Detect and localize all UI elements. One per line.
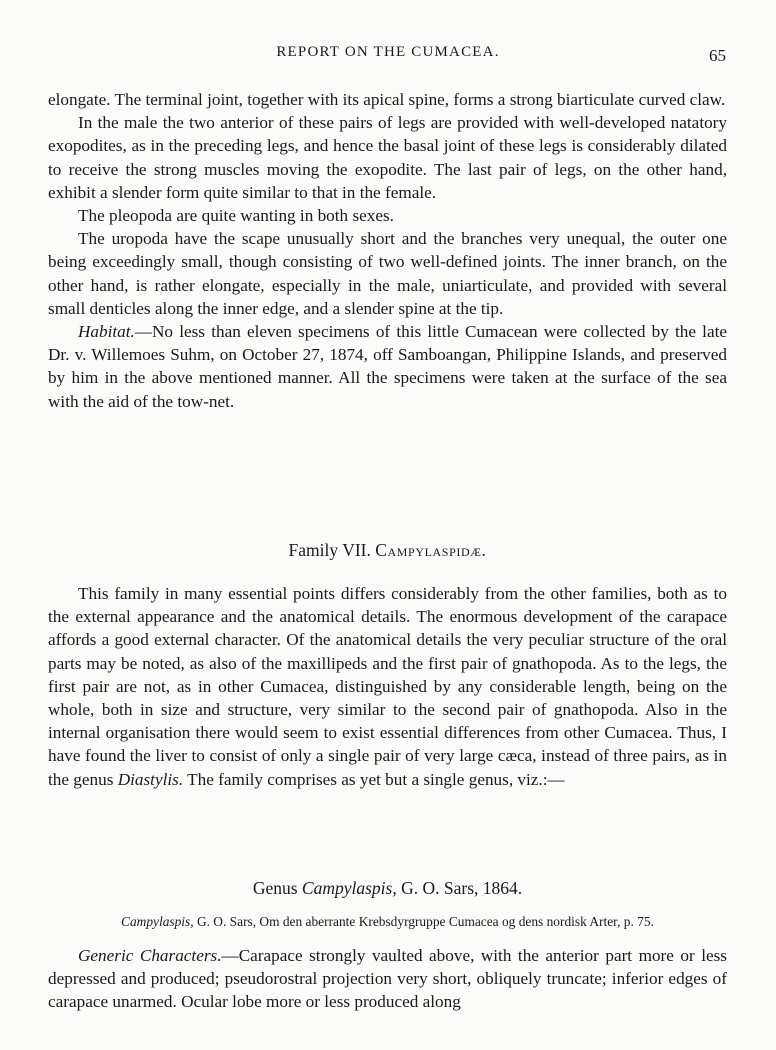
genus-name: Campylaspis, xyxy=(301,878,397,898)
paragraph-claw: elongate. The terminal joint, together with its apical spine, forms a strong biarticulate curved claw. xyxy=(48,90,726,109)
paragraph-generic-characters xyxy=(48,944,727,1014)
generic-characters-label: Generic Characters. xyxy=(78,946,222,965)
species-description-continued xyxy=(48,88,727,413)
reference-genus: Campylaspis, xyxy=(121,914,194,929)
generic-characters xyxy=(48,944,727,1014)
family-text-part2: The family comprises as yet but a single genus, viz.:— xyxy=(183,769,565,789)
genus-diastylis: Diastylis. xyxy=(117,769,184,789)
habitat-label: Habitat. xyxy=(78,322,135,342)
family-name: Campylaspidæ. xyxy=(375,540,487,560)
reference-text: G. O. Sars, Om den aberrante Krebsdyrgruppe Cumacea og dens nordisk Arter, p. 75. xyxy=(193,914,654,929)
literature-reference xyxy=(48,914,727,930)
family-heading xyxy=(48,540,727,561)
generic-characters-text: —Carapace strongly vaulted above, with the anterior part more or less depressed and produced; pseudorostral projection very short, obliquely truncate; inferior edges of carapace unarmed. Ocular lobe more or less produced along xyxy=(48,946,727,1012)
genus-author: G. O. Sars, 1864. xyxy=(396,878,523,898)
habitat-text: —No less than eleven specimens of this little Cumacean were collected by the late Dr. v. Willemoes Suhm, on October 27, 1874, off Samboangan, Philippine Islands, and preserved by him in the above mentioned manner. All the specimens were taken at the surface of the sea with the aid of the tow-net. xyxy=(48,322,727,411)
family-description xyxy=(48,582,727,791)
genus-prefix: Genus xyxy=(252,878,302,898)
paragraph-habitat xyxy=(48,320,727,413)
page-number: 65 xyxy=(709,46,726,65)
paragraph-male-legs: In the male the two anterior of these pairs of legs are provided with well-developed natatory exopodites, as in the preceding legs, and hence the basal joint of these legs is considerably dilated to receive the strong muscles moving the exopodite. The last pair of legs, on the other hand, exhibit a slender form quite similar to that in the female. xyxy=(48,113,727,202)
paragraph-pleopoda: The pleopoda are quite wanting in both sexes. xyxy=(78,206,394,226)
paragraph-family-characters xyxy=(48,582,727,791)
running-title: REPORT ON THE CUMACEA. xyxy=(276,44,500,60)
genus-heading xyxy=(48,878,727,899)
family-text-part1: This family in many essential points differs considerably from the other families, both as to the external appearance and the anatomical details. The enormous development of the carapace affords a good external character. Of the anatomical details the very peculiar structure of the oral parts may be noted, as also of the maxillipeds and the first pair of gnathopoda. As to the legs, the first pair are not, as in other Cumacea, distinguished by any considerable length, being on the whole, both in size and structure, very similar to the second pair of gnathopoda. Also in the internal organisation there would seem to exist essential differences from other Cumacea. Thus, I have found the liver to consist of only a single pair of very large cæca, instead of three pairs, as in the genus xyxy=(48,584,727,789)
paragraph-uropoda: The uropoda have the scape unusually short and the branches very unequal, the outer one being exceedingly small, though consisting of two well-defined joints. The inner branch, on the other hand, is rather elongate, especially in the male, uniarticulate, and provided with several small denticles along the inner edge, and a slender spine at the tip. xyxy=(48,229,727,318)
family-prefix: Family VII. xyxy=(288,540,371,560)
